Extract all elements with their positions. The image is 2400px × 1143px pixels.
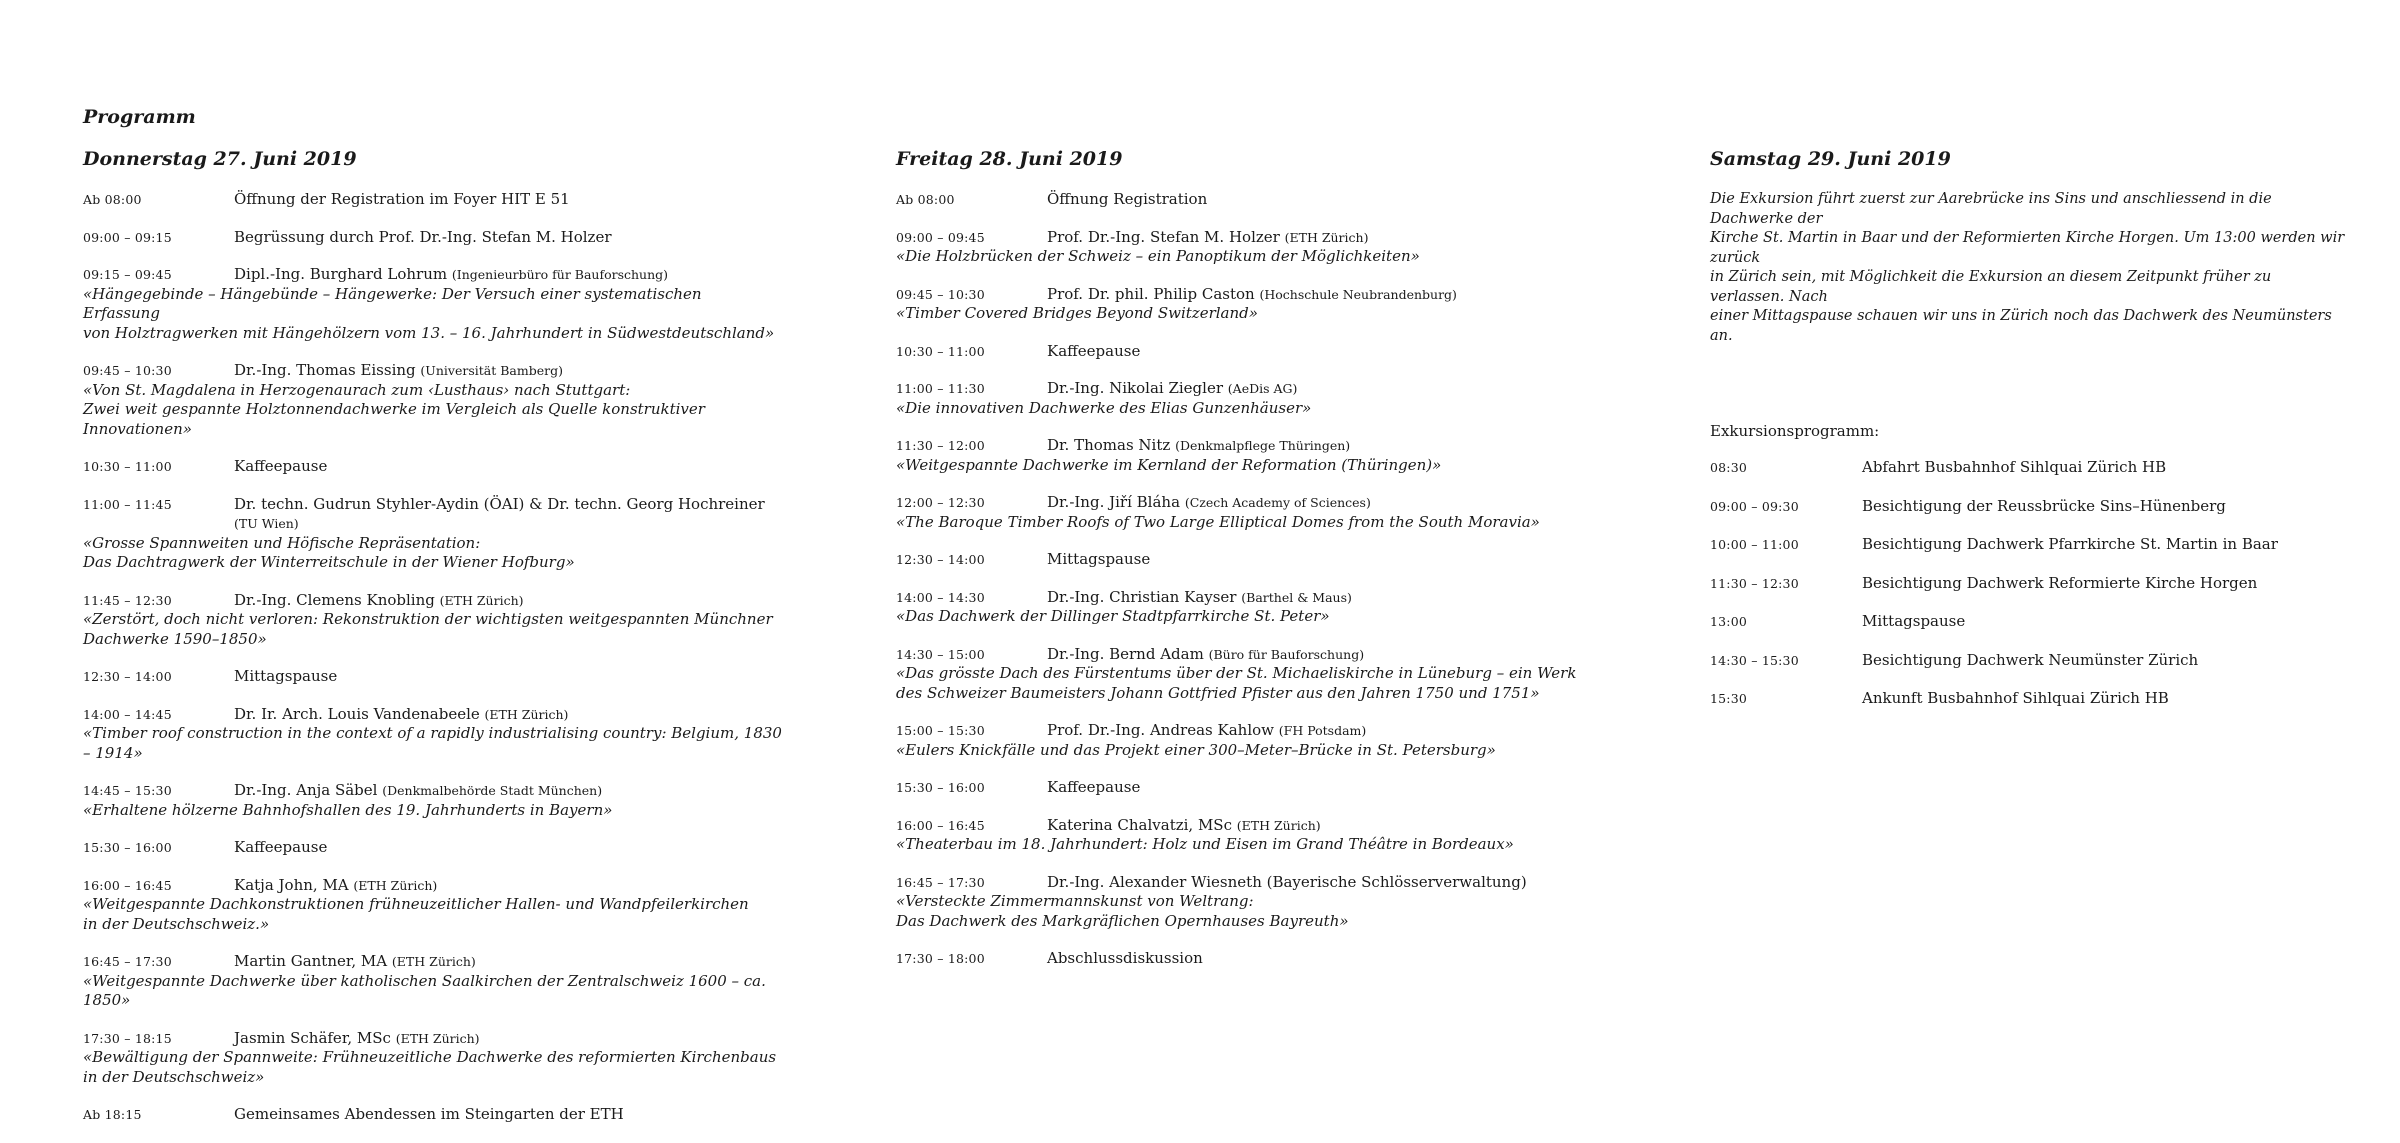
talk-title-line: «Eulers Knickfälle und das Projekt einer 300–Meter–Brücke in St. Petersburg» — [896, 740, 1496, 759]
session-line — [83, 228, 783, 248]
schedule-item — [896, 493, 1596, 532]
speaker-institution: (Universität Bamberg) — [420, 363, 563, 378]
schedule-item — [896, 721, 1596, 760]
excursion-item — [1710, 574, 2350, 594]
schedule-item — [83, 952, 783, 1011]
schedule-item — [83, 1029, 783, 1088]
talk-title-line: «Zerstört, doch nicht verloren: Rekonstruktion der wichtigsten weitgespannten Münchner — [83, 610, 773, 628]
day-title: Samstag 29. Juni 2019 — [1710, 148, 1951, 170]
intro-line: Kirche St. Martin in Baar und der Reformierten Kirche Horgen. Um 13:00 werden wir zurück — [1710, 230, 2345, 266]
session-line — [83, 781, 783, 801]
schedule-item — [83, 495, 783, 573]
session-title: Prof. Dr. phil. Philip Caston — [1047, 284, 1255, 303]
time-slot: 16:00 – 16:45 — [83, 877, 172, 893]
time-slot: 17:30 – 18:00 — [896, 951, 985, 966]
time-slot: 15:30 – 16:00 — [896, 780, 985, 795]
schedule-item — [896, 873, 1596, 932]
session-title: Katja John, MA — [234, 875, 349, 894]
session-title: Gemeinsames Abendessen im Steingarten der ETH — [234, 1105, 624, 1123]
excursion-activity: Ankunft Busbahnhof Sihlquai Zürich HB — [1862, 689, 2169, 707]
speaker-institution: (Denkmalpflege Thüringen) — [1175, 438, 1351, 453]
session-line — [896, 873, 1596, 893]
excursion-intro — [1710, 190, 2350, 346]
schedule-item — [83, 591, 783, 650]
speaker-institution: (TU Wien) — [234, 516, 299, 531]
time-slot: 11:30 – 12:30 — [1710, 575, 1799, 591]
session-line — [83, 457, 783, 477]
session-line — [896, 228, 1596, 248]
speaker-institution: (ETH Zürich) — [395, 1030, 480, 1046]
intro-line: Die Exkursion führt zuerst zur Aarebrücke ins Sins und anschliessend in die Dachwerke der — [1710, 191, 2272, 227]
time-slot: 14:00 – 14:45 — [83, 706, 172, 722]
session-title: Dr.-Ing. Thomas Eissing — [234, 361, 416, 379]
time-slot: 14:30 – 15:30 — [1710, 652, 1799, 668]
day-title: Freitag 28. Juni 2019 — [896, 148, 1123, 170]
session-title: Mittagspause — [234, 667, 338, 685]
time-slot: 12:00 – 12:30 — [896, 495, 985, 510]
session-title: Dr.-Ing. Jiří Bláha — [1047, 493, 1181, 511]
session-title: Katerina Chalvatzi, MSc — [1047, 815, 1232, 834]
excursion-item — [1710, 535, 2350, 555]
time-slot: 09:15 – 09:45 — [83, 267, 172, 282]
time-slot: 15:30 — [1710, 691, 1748, 706]
session-line — [83, 876, 783, 896]
time-slot: 10:00 – 11:00 — [1710, 537, 1799, 552]
session-title: Dr. Thomas Nitz — [1047, 436, 1171, 454]
session-line — [83, 952, 783, 972]
schedule-item — [896, 436, 1596, 475]
time-slot: 14:00 – 14:30 — [896, 589, 985, 605]
session-title: Jasmin Schäfer, MSc — [234, 1028, 391, 1047]
session-title: Kaffeepause — [234, 457, 328, 475]
time-slot: 17:30 – 18:15 — [83, 1030, 172, 1046]
excursion-item — [1710, 651, 2350, 671]
schedule-item — [83, 361, 783, 439]
time-slot: 14:30 – 15:00 — [896, 646, 985, 662]
time-slot: 08:30 — [1710, 460, 1748, 475]
speaker-institution: (ETH Zürich) — [1284, 229, 1369, 245]
session-title: Dr.-Ing. Bernd Adam — [1047, 644, 1204, 663]
excursion-activity: Abfahrt Busbahnhof Sihlquai Zürich HB — [1862, 458, 2167, 476]
excursion-activity: Besichtigung Dachwerk Reformierte Kirche Horgen — [1862, 573, 2258, 592]
speaker-institution: (ETH Zürich) — [391, 954, 476, 969]
speaker-institution: (AeDis AG) — [1227, 381, 1298, 396]
time-slot: 14:45 – 15:30 — [83, 783, 172, 798]
session-line — [83, 1029, 783, 1049]
session-line — [83, 190, 783, 210]
schedule-item — [896, 228, 1596, 267]
schedule-item — [83, 190, 783, 210]
time-slot: 09:00 – 09:30 — [1710, 498, 1799, 514]
session-title: Dr. Ir. Arch. Louis Vandenabeele — [234, 704, 480, 723]
time-slot: 12:30 – 14:00 — [896, 552, 985, 567]
excursion-activity: Mittagspause — [1862, 612, 1966, 630]
schedule-item — [83, 457, 783, 477]
speaker-institution: (Ingenieurbüro für Bauforschung) — [451, 267, 669, 282]
session-line — [896, 379, 1596, 399]
talk-title-line: Das Dachtragwerk der Winterreitschule in der Wiener Hofburg» — [83, 553, 575, 571]
speaker-institution: (Denkmalbehörde Stadt München) — [382, 783, 603, 798]
day-column-thursday — [83, 148, 783, 1143]
talk-title-line: «Bewältigung der Spannweite: Frühneuzeitliche Dachwerke des reformierten Kirchenbaus — [83, 1048, 777, 1066]
speaker-institution: (Czech Academy of Sciences) — [1184, 495, 1371, 510]
session-line — [896, 493, 1596, 513]
excursion-item — [1710, 689, 2350, 709]
time-slot: 09:45 – 10:30 — [83, 363, 172, 378]
time-slot: 11:00 – 11:45 — [83, 496, 172, 512]
session-line — [896, 285, 1596, 305]
talk-title-line: «Erhaltene hölzerne Bahnhofshallen des 19. Jahrhunderts in Bayern» — [83, 800, 613, 819]
talk-title-line: «Von St. Magdalena in Herzogenaurach zum ‹Lusthaus› nach Stuttgart: — [83, 380, 631, 399]
schedule-item — [896, 778, 1596, 798]
session-title: Prof. Dr.-Ing. Stefan M. Holzer — [1047, 227, 1280, 246]
session-title: Dr.-Ing. Clemens Knobling — [234, 590, 435, 609]
program-heading: Programm — [83, 106, 196, 128]
session-title: Prof. Dr.-Ing. Andreas Kahlow — [1047, 721, 1274, 739]
session-line — [83, 667, 783, 687]
session-line — [83, 361, 783, 381]
session-title: Mittagspause — [1047, 550, 1151, 568]
time-slot: Ab 08:00 — [83, 192, 142, 207]
schedule-item — [83, 838, 783, 858]
schedule-item — [83, 265, 783, 343]
speaker-institution: (FH Potsdam) — [1278, 723, 1367, 738]
time-slot: 09:45 – 10:30 — [896, 286, 985, 302]
schedule-item — [896, 342, 1596, 362]
talk-title-line: «Hängegebinde – Hängebünde – Hängewerke: Der Versuch einer systematischen Erfassung — [83, 284, 702, 322]
excursion-item — [1710, 497, 2350, 517]
session-line — [896, 436, 1596, 456]
talk-title-line: «Grosse Spannweiten und Höfische Repräsentation: — [83, 533, 481, 552]
speaker-institution: (Hochschule Neubrandenburg) — [1259, 286, 1457, 302]
schedule-item — [896, 645, 1596, 704]
intro-line: einer Mittagspause schauen wir uns in Zürich noch das Dachwerk des Neumünsters an. — [1710, 308, 2332, 344]
session-line — [896, 645, 1596, 665]
excursion-activity: Besichtigung der Reussbrücke Sins–Hünenberg — [1862, 496, 2226, 515]
day-column-saturday — [1710, 148, 2350, 728]
time-slot: Ab 18:15 — [83, 1107, 142, 1122]
time-slot: 16:45 – 17:30 — [83, 954, 172, 969]
schedule-list — [896, 190, 1596, 969]
schedule-item — [896, 816, 1596, 855]
excursion-activity: Besichtigung Dachwerk Neumünster Zürich — [1862, 650, 2199, 669]
talk-title-line: «Weitgespannte Dachwerke im Kernland der Reformation (Thüringen)» — [896, 455, 1442, 474]
talk-title-line: Dachwerke 1590–1850» — [83, 629, 267, 648]
session-line — [896, 190, 1596, 210]
time-slot: 09:00 – 09:15 — [83, 229, 172, 245]
day-title: Donnerstag 27. Juni 2019 — [83, 148, 357, 170]
session-line — [83, 838, 783, 858]
talk-title-line: des Schweizer Baumeisters Johann Gottfried Pfister aus den Jahren 1750 und 1751» — [896, 683, 1540, 702]
session-line — [83, 1105, 783, 1125]
schedule-item — [83, 876, 783, 935]
session-title: Kaffeepause — [1047, 778, 1141, 796]
session-title: Dr.-Ing. Alexander Wiesneth (Bayerische Schlösserverwaltung) — [1047, 872, 1527, 891]
talk-title-line: «Das grösste Dach des Fürstentums über der St. Michaeliskirche in Lüneburg – ein Werk — [896, 664, 1577, 682]
session-title: Begrüssung durch Prof. Dr.-Ing. Stefan M. Holzer — [234, 227, 612, 246]
talk-title-line: «Die innovativen Dachwerke des Elias Gunzenhäuser» — [896, 398, 1312, 417]
talk-title-line: Das Dachwerk des Markgräflichen Opernhauses Bayreuth» — [896, 911, 1349, 930]
speaker-institution: (Barthel & Maus) — [1241, 589, 1352, 605]
time-slot: 10:30 – 11:00 — [83, 459, 172, 474]
session-title: Kaffeepause — [1047, 341, 1141, 360]
time-slot: 11:30 – 12:00 — [896, 438, 985, 453]
schedule-item — [83, 1105, 783, 1125]
excursion-list — [1710, 458, 2350, 709]
time-slot: 09:00 – 09:45 — [896, 229, 985, 245]
session-title: Dr.-Ing. Anja Säbel — [234, 781, 378, 799]
session-title: Dr.-Ing. Christian Kayser — [1047, 587, 1237, 606]
talk-title-line: «Weitgespannte Dachwerke über katholischen Saalkirchen der Zentralschweiz 1600 – ca. 1850» — [83, 971, 766, 1009]
intro-line: in Zürich sein, mit Möglichkeit die Exkursion an diesem Zeitpunkt früher zu verlassen. Nach — [1710, 269, 2272, 305]
session-line — [896, 550, 1596, 570]
talk-title-line: «Theaterbau im 18. Jahrhundert: Holz und Eisen im Grand Théâtre in Bordeaux» — [896, 835, 1514, 853]
talk-title-line: «Die Holzbrücken der Schweiz – ein Panoptikum der Möglichkeiten» — [896, 247, 1420, 265]
session-title: Dr.-Ing. Nikolai Ziegler — [1047, 379, 1224, 397]
schedule-item — [896, 949, 1596, 969]
session-title: Öffnung der Registration im Foyer HIT E 51 — [234, 190, 570, 208]
session-title: Dr. techn. Gudrun Styhler-Aydin (ÖAI) & Dr. techn. Georg Hochreiner — [234, 494, 765, 513]
time-slot: 12:30 – 14:00 — [83, 669, 172, 684]
talk-title-line: «Das Dachwerk der Dillinger Stadtpfarrkirche St. Peter» — [896, 607, 1330, 625]
session-title: Dipl.-Ing. Burghard Lohrum — [234, 265, 448, 283]
time-slot: 16:00 – 16:45 — [896, 817, 985, 833]
session-line — [83, 591, 783, 611]
session-line — [896, 721, 1596, 741]
talk-title-line: «Versteckte Zimmermannskunst von Weltrang: — [896, 892, 1254, 910]
time-slot: 11:00 – 11:30 — [896, 381, 985, 396]
excursion-program-title: Exkursionsprogramm: — [1710, 422, 1880, 440]
session-title: Martin Gantner, MA — [234, 952, 388, 970]
session-line — [896, 949, 1596, 969]
session-line — [83, 705, 783, 725]
session-line — [896, 588, 1596, 608]
talk-title-line: von Holztragwerken mit Hängehölzern vom 13. – 16. Jahrhundert in Südwestdeutschland» — [83, 323, 775, 342]
schedule-item — [896, 588, 1596, 627]
speaker-institution: (ETH Zürich) — [1236, 817, 1321, 833]
session-line — [896, 342, 1596, 362]
session-line — [896, 816, 1596, 836]
schedule-item — [83, 705, 783, 764]
schedule-item — [83, 667, 783, 687]
talk-title-line: «Timber roof construction in the context of a rapidly industrialising country: Belgium, 1830 – 1914» — [83, 724, 782, 762]
schedule-item — [83, 781, 783, 820]
speaker-institution: (ETH Zürich) — [353, 877, 438, 893]
talk-title-line: «Weitgespannte Dachkonstruktionen frühneuzeitlicher Hallen- und Wandpfeilerkirchen — [83, 895, 749, 913]
session-line — [896, 778, 1596, 798]
speaker-institution: (ETH Zürich) — [484, 706, 569, 722]
time-slot: 13:00 — [1710, 614, 1748, 629]
session-line — [83, 265, 783, 285]
excursion-item — [1710, 612, 2350, 632]
time-slot: 10:30 – 11:00 — [896, 343, 985, 359]
schedule-item — [896, 550, 1596, 570]
session-title: Abschlussdiskussion — [1047, 949, 1203, 967]
schedule-item — [83, 228, 783, 248]
session-title: Kaffeepause — [234, 838, 328, 856]
time-slot: 15:00 – 15:30 — [896, 723, 985, 738]
schedule-item — [896, 285, 1596, 324]
time-slot: 11:45 – 12:30 — [83, 592, 172, 608]
day-column-friday — [896, 148, 1596, 987]
talk-title-line: in der Deutschschweiz» — [83, 1067, 265, 1086]
time-slot: 16:45 – 17:30 — [896, 874, 985, 890]
session-title: Öffnung Registration — [1047, 190, 1208, 208]
schedule-item — [896, 379, 1596, 418]
talk-title-line: Zwei weit gespannte Holztonnendachwerke im Vergleich als Quelle konstruktiver Innovationen» — [83, 400, 705, 438]
excursion-activity: Besichtigung Dachwerk Pfarrkirche St. Martin in Baar — [1862, 535, 2278, 553]
speaker-institution: (ETH Zürich) — [439, 592, 524, 608]
schedule-item — [896, 190, 1596, 210]
time-slot: Ab 08:00 — [896, 192, 955, 207]
talk-title-line: in der Deutschschweiz.» — [83, 914, 270, 933]
time-slot: 15:30 – 16:00 — [83, 840, 172, 855]
session-line — [83, 495, 783, 534]
speaker-institution: (Büro für Bauforschung) — [1208, 646, 1365, 662]
talk-title-line: «Timber Covered Bridges Beyond Switzerland» — [896, 304, 1258, 322]
talk-title-line: «The Baroque Timber Roofs of Two Large Elliptical Domes from the South Moravia» — [896, 512, 1540, 531]
schedule-list — [83, 190, 783, 1125]
excursion-item — [1710, 458, 2350, 478]
